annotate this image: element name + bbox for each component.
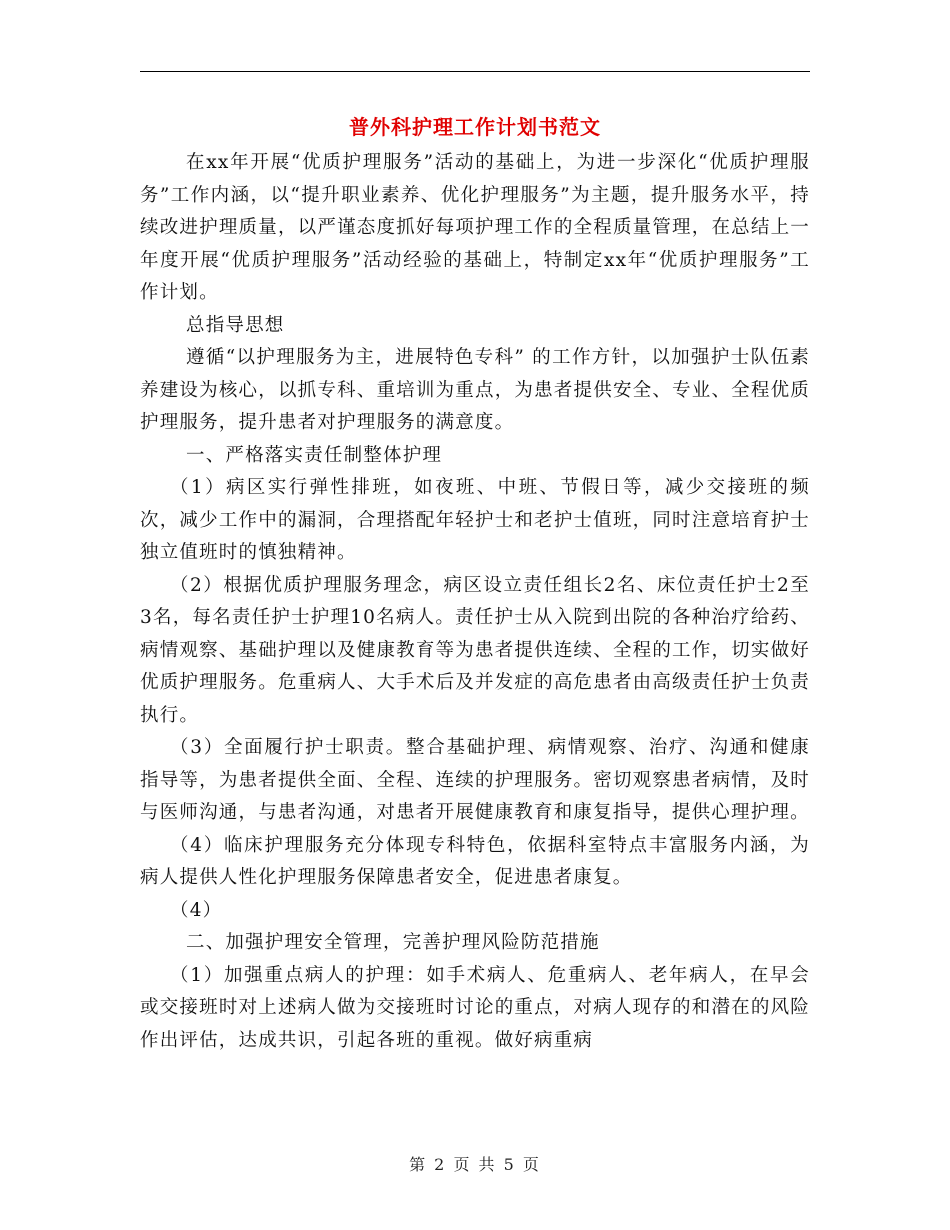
paragraph-guiding-thought: 遵循“以护理服务为主，进展特色专科” 的工作方针，以加强护士队伍素养建设为核心，以抓专科、重培训为重点，为患者提供安全、专业、全程优质护理服务，提升患者对护理服务的满意度。	[140, 347, 810, 433]
document-title: 普外科护理工作计划书范文	[349, 115, 601, 139]
paragraph-intro: 在xx年开展“优质护理服务”活动的基础上，为进一步深化“优质护理服务”工作内涵，以“提升职业素养、优化护理服务”为主题，提升服务水平，持续改进护理质量，以严谨态度抓好每项护理工作的全程质量管理，在总结上一年度开展“优质护理服务”活动经验的基础上，特制定xx年“优质护理服务”工作计划。	[140, 152, 810, 303]
list-item-1-1: （1）病区实行弹性排班，如夜班、中班、节假日等，减少交接班的频次，减少工作中的漏洞，合理搭配年轻护士和老护士值班，同时注意培育护士独立值班时的慎独精神。	[140, 477, 810, 563]
heading-section-1: 一、严格落实责任制整体护理	[186, 444, 443, 466]
list-item-1-4: （4）临床护理服务充分体现专科特色，依据科室特点丰富服务内涵，为病人提供人性化护理服务保障患者安全，促进患者康复。	[140, 834, 810, 888]
list-item-2-1: （1）加强重点病人的护理：如手术病人、危重病人、老年病人，在早会或交接班时对上述病人做为交接班时讨论的重点，对病人现存的和潜在的风险作出评估，达成共识，引起各班的重视。做好病重病	[140, 964, 810, 1051]
heading-guiding-thought: 总指导思想	[186, 314, 285, 336]
header-rule	[140, 71, 810, 72]
list-item-1-4-empty: （4）	[170, 899, 223, 921]
list-item-1-3: （3）全面履行护士职责。整合基础护理、病情观察、治疗、沟通和健康指导等，为患者提供全面、全程、连续的护理服务。密切观察患者病情，及时与医师沟通，与患者沟通，对患者开展健康教育和康复指导，提供心理护理。	[140, 737, 810, 823]
heading-section-2: 二、加强护理安全管理，完善护理风险防范措施	[186, 932, 600, 953]
page-number-footer: 第 2 页 共 5 页	[409, 1155, 541, 1174]
document-body	[140, 147, 810, 1057]
list-item-1-2: （2）根据优质护理服务理念，病区设立责任组长2名、床位责任护士2至3名，每名责任护士护理10名病人。责任护士从入院到出院的各种治疗给药、病情观察、基础护理以及健康教育等为患者提供连续、全程的工作，切实做好优质护理服务。危重病人、大手术后及并发症的高危患者由高级责任护士负责执行。	[140, 574, 810, 726]
